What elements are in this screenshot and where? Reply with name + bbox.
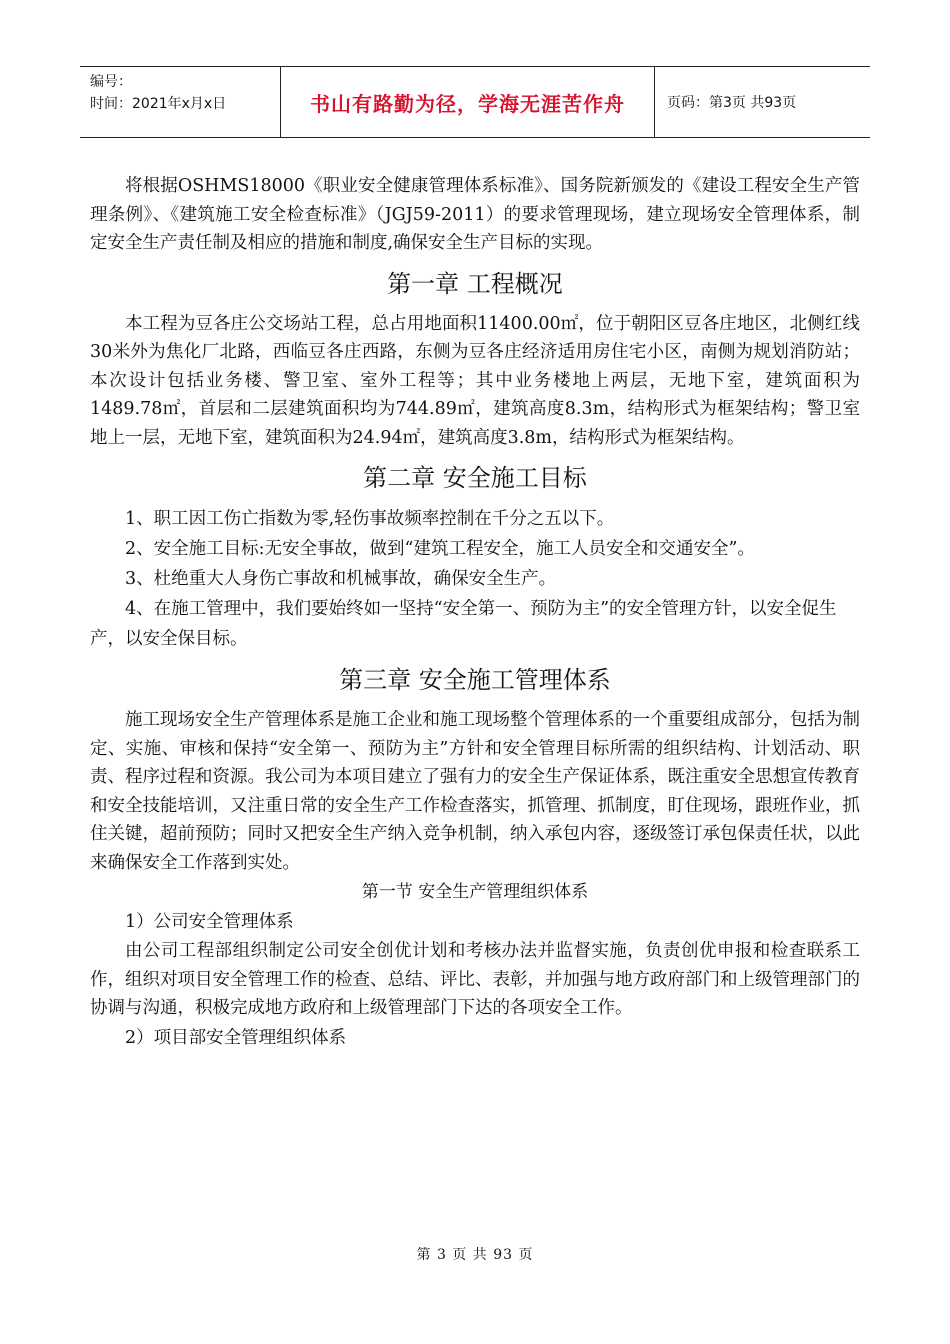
subsection-1-body: 由公司工程部组织制定公司安全创优计划和考核办法并监督实施，负责创优申报和检查联系工作，组织对项目安全管理工作的检查、总结、评比、表彰，并加强与地方政府部门和上级管理部门的协调与沟通，积极完成地方政府和上级管理部门下达的各项安全工作。 bbox=[90, 941, 860, 1018]
goal-item: 2、安全施工目标:无安全事故，做到“建筑工程安全，施工人员安全和交通安全”。 bbox=[125, 539, 755, 559]
intro-paragraph: 将根据OSHMS18000《职业安全健康管理体系标准》、国务院新颁发的《建设工程安全生产管理条例》、《建筑施工安全检查标准》（JGJ59-2011）的要求管理现场，建立现场安全管理体系，制定安全生产责任制及相应的措施和制度,确保安全生产目标的实现。 bbox=[90, 176, 860, 253]
chapter-2-title: 第二章 安全施工目标 bbox=[363, 464, 587, 492]
header-meta bbox=[80, 67, 280, 137]
chapter-3-body: 施工现场安全生产管理体系是施工企业和施工现场整个管理体系的一个重要组成部分，包括为制定、实施、审核和保持“安全第一、预防为主”方针和安全管理目标所需的组织结构、计划活动、职责、程序过程和资源。我公司为本项目建立了强有力的安全生产保证体系，既注重安全思想宣传教育和安全技能培训，又注重日常的安全生产工作检查落实，抓管理、抓制度，盯住现场，跟班作业，抓住关键，超前预防；同时又把安全生产纳入竞争机制，纳入承包内容，逐级签订承包保责任状，以此来确保安全工作落到实处。 bbox=[90, 710, 860, 873]
page-header bbox=[80, 66, 870, 138]
header-page-info: 页码：第3页 共93页 bbox=[667, 95, 797, 111]
page-footer: 第 3 页 共 93 页 bbox=[416, 1247, 534, 1263]
goal-item: 1、职工因工伤亡指数为零,轻伤事故频率控制在千分之五以下。 bbox=[125, 509, 615, 529]
subsection-1-title: 1）公司安全管理体系 bbox=[125, 912, 294, 932]
goal-item: 3、杜绝重大人身伤亡事故和机械事故，确保安全生产。 bbox=[125, 569, 557, 589]
document-number-label: 编号： bbox=[90, 74, 132, 90]
document-body bbox=[90, 172, 860, 1053]
subsection-2-title: 2）项目部安全管理组织体系 bbox=[125, 1027, 347, 1048]
goal-item: 4、在施工管理中，我们要始终如一坚持“安全第一、预防为主”的安全管理方针，以安全促生产，以安全保目标。 bbox=[90, 599, 837, 649]
header-motto: 书山有路勤为径，学海无涯苦作舟 bbox=[310, 91, 625, 116]
document-time-label: 时间：2021年x月x日 bbox=[90, 96, 227, 112]
chapter-3-title: 第三章 安全施工管理体系 bbox=[339, 666, 611, 694]
chapter-1-body: 本工程为豆各庄公交场站工程，总占用地面积11400.00㎡，位于朝阳区豆各庄地区，北侧红线30米外为焦化厂北路，西临豆各庄西路，东侧为豆各庄经济适用房住宅小区，南侧为规划消防站；本次设计包括业务楼、警卫室、室外工程等；其中业务楼地上两层，无地下室，建筑面积为1489.78㎡，首层和二层建筑面积均为744.89㎡，建筑高度8.3m，结构形式为框架结构；警卫室地上一层，无地下室，建筑面积为24.94㎡，建筑高度3.8m，结构形式为框架结构。 bbox=[90, 313, 860, 448]
chapter-1-title: 第一章 工程概况 bbox=[387, 269, 563, 298]
section-1-title: 第一节 安全生产管理组织体系 bbox=[361, 882, 589, 902]
header-motto-cell bbox=[280, 67, 655, 137]
